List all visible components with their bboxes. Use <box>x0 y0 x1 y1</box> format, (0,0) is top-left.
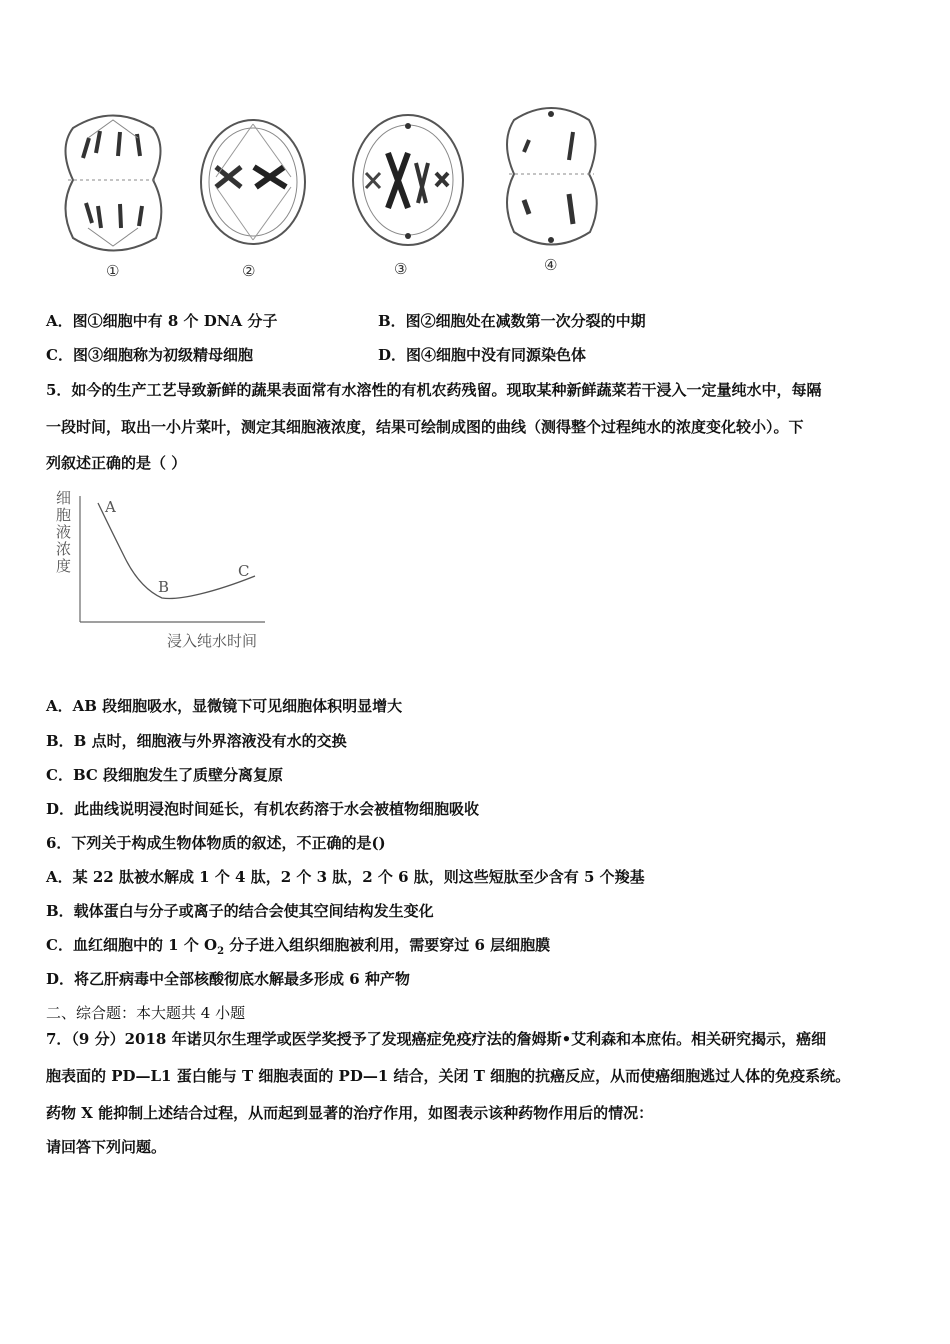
q7-line-2: 胞表面的 PD—L1 蛋白能与 T 细胞表面的 PD—1 结合，关闭 T 细胞的抗癌反应，从而使癌细胞逃过人体的免疫系统。 <box>46 1067 851 1085</box>
caption-1: ① <box>106 262 120 280</box>
q6-option-c <box>46 935 550 962</box>
q6-option-b: B．载体蛋白与分子或离子的结合会使其空间结构发生变化 <box>46 902 434 920</box>
q7-line-3: 药物 X 能抑制上述结合过程，从而起到显著的治疗作用，如图表示该种药物作用后的情况： <box>46 1104 654 1122</box>
caption-2: ② <box>242 262 256 280</box>
q4-option-c: C．图③细胞称为初级精母细胞 <box>46 346 253 364</box>
graph-y-axis-label: 细胞液浓度 <box>56 489 72 575</box>
cell-division-figure <box>44 100 624 290</box>
q6-option-c-post: 分子进入组织细胞被利用，需要穿过 6 层细胞膜 <box>224 936 551 954</box>
graph-point-a: A <box>105 498 116 516</box>
q5-option-c: C．BC 段细胞发生了质壁分离复原 <box>46 766 284 784</box>
q5-option-b: B．B 点时，细胞液与外界溶液没有水的交换 <box>46 732 347 750</box>
q6-option-c-sub: 2 <box>217 946 225 957</box>
q5-concentration-graph <box>50 488 290 658</box>
graph-point-b: B <box>158 578 170 596</box>
cell-diagram-3 <box>348 108 468 253</box>
caption-3: ③ <box>394 260 408 278</box>
q6-option-a: A．某 22 肽被水解成 1 个 4 肽，2 个 3 肽，2 个 6 肽，则这些短肽至少含有 5 个羧基 <box>46 868 645 886</box>
q5-option-d: D．此曲线说明浸泡时间延长，有机农药溶于水会被植物细胞吸收 <box>46 800 480 818</box>
cell-diagram-2 <box>196 112 311 252</box>
cell-diagram-1 <box>48 108 178 258</box>
cell-diagram-4 <box>494 102 609 252</box>
q4-option-a: A．图①细胞中有 8 个 DNA 分子 <box>46 312 278 330</box>
q6-option-d: D．将乙肝病毒中全部核酸彻底水解最多形成 6 种产物 <box>46 970 410 988</box>
graph-point-c: C <box>238 562 250 580</box>
section-2-title: 二、综合题：本大题共 4 小题 <box>46 1004 246 1022</box>
q5-stem-line-2: 一段时间，取出一小片菜叶，测定其细胞液浓度，结果可绘制成图的曲线（测得整个过程纯水的浓度变化较小）。下 <box>46 418 804 436</box>
q5-stem-line-3: 列叙述正确的是（ ） <box>46 454 187 472</box>
q5-stem-line-1: 5．如今的生产工艺导致新鲜的蔬果表面常有水溶性的有机农药残留。现取某种新鲜蔬菜若干浸入一定量纯水中，每隔 <box>46 381 822 399</box>
caption-4: ④ <box>544 256 558 274</box>
q4-option-d: D．图④细胞中没有同源染色体 <box>378 346 587 364</box>
q4-option-b: B．图②细胞处在减数第一次分裂的中期 <box>378 312 646 330</box>
q7-line-4: 请回答下列问题。 <box>46 1138 167 1156</box>
q7-line-1: 7．（9 分）2018 年诺贝尔生理学或医学奖授予了发现癌症免疫疗法的詹姆斯•艾利森和本庶佑。相关研究揭示，癌细 <box>46 1030 827 1048</box>
q6-stem: 6．下列关于构成生物体物质的叙述，不正确的是() <box>46 834 386 852</box>
graph-x-axis-label: 浸入纯水时间 <box>167 632 258 650</box>
q5-option-a: A．AB 段细胞吸水，显微镜下可见细胞体积明显增大 <box>46 697 403 715</box>
q6-option-c-pre: C．血红细胞中的 1 个 O <box>46 936 218 954</box>
